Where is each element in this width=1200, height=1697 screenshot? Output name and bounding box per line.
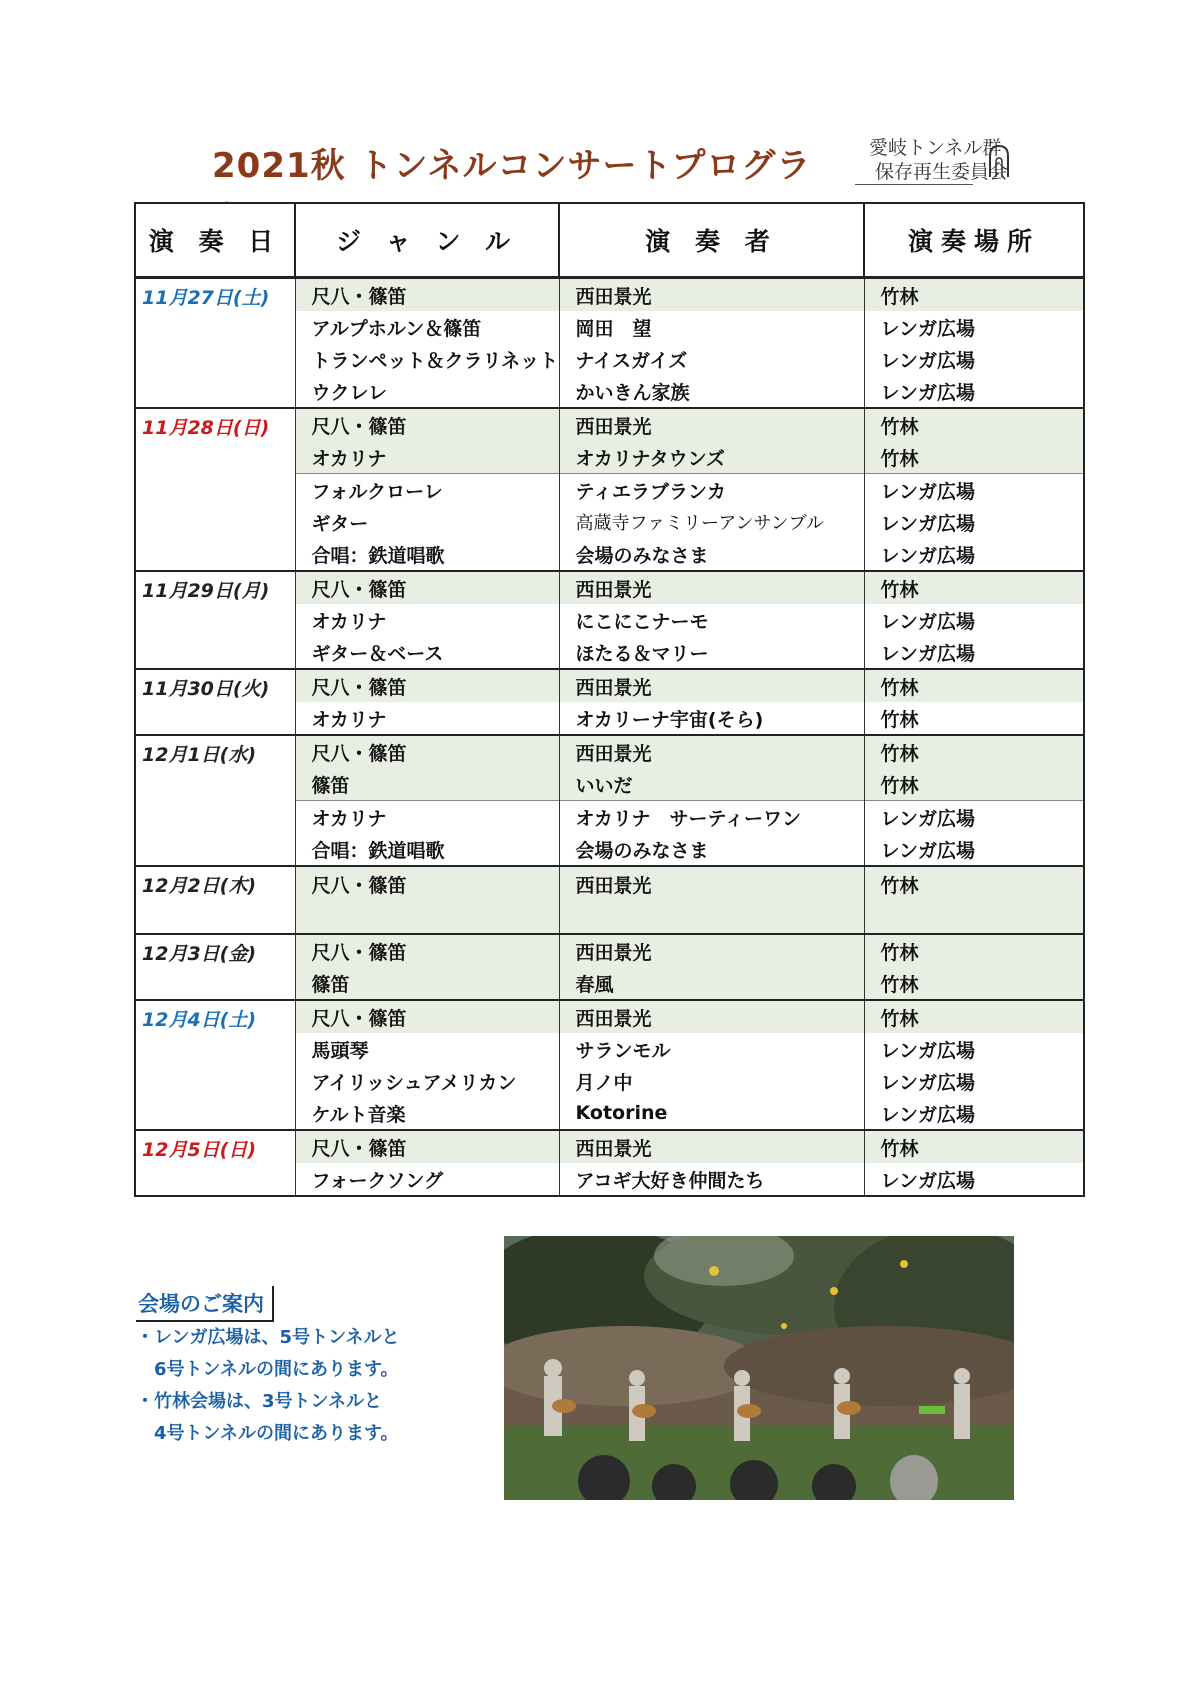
genre-cell: オカリナ bbox=[295, 801, 559, 834]
table-row bbox=[135, 866, 1084, 934]
genre-cell: 尺八・篠笛 bbox=[295, 866, 559, 934]
performance-date: 11月28日(日) bbox=[135, 408, 295, 571]
table-row bbox=[135, 735, 1084, 768]
performer-cell: 会場のみなさま bbox=[559, 538, 864, 571]
table-row bbox=[135, 408, 1084, 441]
organization-logo bbox=[855, 136, 1015, 188]
genre-cell: 尺八・篠笛 bbox=[295, 669, 559, 702]
performer-cell: 西田景光 bbox=[559, 735, 864, 768]
performer-cell: オカリーナ宇宙(そら) bbox=[559, 702, 864, 735]
venue-cell: レンガ広場 bbox=[864, 801, 1084, 834]
venue-cell: 竹林 bbox=[864, 768, 1084, 801]
performer-cell: アコギ大好き仲間たち bbox=[559, 1163, 864, 1196]
table-row bbox=[135, 669, 1084, 702]
performance-date: 12月1日(水) bbox=[135, 735, 295, 866]
venue-cell: レンガ広場 bbox=[864, 375, 1084, 408]
performer-cell: いいだ bbox=[559, 768, 864, 801]
venue-cell: 竹林 bbox=[864, 702, 1084, 735]
genre-cell: 尺八・篠笛 bbox=[295, 571, 559, 604]
page-title: 2021秋 トンネルコンサートプログラ bbox=[212, 146, 812, 186]
performer-cell: 西田景光 bbox=[559, 408, 864, 441]
venue-cell: 竹林 bbox=[864, 278, 1084, 312]
genre-cell: 篠笛 bbox=[295, 768, 559, 801]
performer-cell: 高蔵寺ファミリーアンサンブル bbox=[559, 506, 864, 538]
venue-cell: レンガ広場 bbox=[864, 343, 1084, 375]
venue-guide-line: ・レンガ広場は、5号トンネルと bbox=[136, 1327, 400, 1348]
venue-cell: 竹林 bbox=[864, 1000, 1084, 1033]
header-performer: 演 奏 者 bbox=[559, 203, 864, 278]
performer-cell: サランモル bbox=[559, 1033, 864, 1065]
performer-cell: 西田景光 bbox=[559, 866, 864, 934]
venue-guide-line: 6号トンネルの間にあります。 bbox=[154, 1359, 399, 1380]
venue-cell: 竹林 bbox=[864, 669, 1084, 702]
genre-cell: ギター＆ベース bbox=[295, 636, 559, 669]
venue-guide-line: ・竹林会場は、3号トンネルと bbox=[136, 1391, 382, 1412]
table-row bbox=[135, 934, 1084, 967]
table-row bbox=[135, 1000, 1084, 1033]
logo-line-2: 保存再生委員会 bbox=[875, 161, 1009, 183]
performer-cell: オカリナタウンズ bbox=[559, 441, 864, 474]
performer-cell: 岡田 望 bbox=[559, 311, 864, 343]
venue-cell: レンガ広場 bbox=[864, 1065, 1084, 1097]
table-header-row bbox=[135, 203, 1084, 278]
genre-cell: 尺八・篠笛 bbox=[295, 408, 559, 441]
venue-cell: 竹林 bbox=[864, 735, 1084, 768]
table-row bbox=[135, 278, 1084, 312]
table-row bbox=[135, 1130, 1084, 1163]
performer-cell: 月ノ中 bbox=[559, 1065, 864, 1097]
performance-date: 11月30日(火) bbox=[135, 669, 295, 735]
genre-cell: 尺八・篠笛 bbox=[295, 1000, 559, 1033]
performer-cell: 西田景光 bbox=[559, 278, 864, 312]
venue-cell: レンガ広場 bbox=[864, 311, 1084, 343]
venue-cell: レンガ広場 bbox=[864, 1033, 1084, 1065]
performer-cell: オカリナ サーティーワン bbox=[559, 801, 864, 834]
concert-photo bbox=[504, 1236, 1014, 1500]
performer-cell: かいきん家族 bbox=[559, 375, 864, 408]
genre-cell: ギター bbox=[295, 506, 559, 538]
venue-cell: レンガ広場 bbox=[864, 506, 1084, 538]
venue-cell: レンガ広場 bbox=[864, 833, 1084, 866]
genre-cell: オカリナ bbox=[295, 604, 559, 636]
venue-cell: 竹林 bbox=[864, 967, 1084, 1000]
venue-cell: 竹林 bbox=[864, 408, 1084, 441]
venue-cell: 竹林 bbox=[864, 866, 1084, 934]
performer-cell: 西田景光 bbox=[559, 571, 864, 604]
performance-date: 11月27日(土) bbox=[135, 278, 295, 409]
genre-cell: 合唱：鉄道唱歌 bbox=[295, 833, 559, 866]
table-row bbox=[135, 571, 1084, 604]
logo-line-1: 愛岐トンネル群 bbox=[869, 137, 1002, 159]
genre-cell: ウクレレ bbox=[295, 375, 559, 408]
venue-cell: レンガ広場 bbox=[864, 474, 1084, 507]
performance-date: 12月2日(木) bbox=[135, 866, 295, 934]
venue-cell: レンガ広場 bbox=[864, 1163, 1084, 1196]
genre-cell: 合唱：鉄道唱歌 bbox=[295, 538, 559, 571]
performer-cell: 西田景光 bbox=[559, 1130, 864, 1163]
header-genre: ジ ャ ン ル bbox=[295, 203, 559, 278]
genre-cell: オカリナ bbox=[295, 702, 559, 735]
tunnel-arch-icon bbox=[988, 144, 1010, 178]
performance-date: 12月5日(日) bbox=[135, 1130, 295, 1196]
venue-cell: レンガ広場 bbox=[864, 538, 1084, 571]
venue-cell: 竹林 bbox=[864, 934, 1084, 967]
performer-cell: ティエラブランカ bbox=[559, 474, 864, 507]
genre-cell: ケルト音楽 bbox=[295, 1097, 559, 1130]
genre-cell: 馬頭琴 bbox=[295, 1033, 559, 1065]
genre-cell: 篠笛 bbox=[295, 967, 559, 1000]
venue-cell: 竹林 bbox=[864, 441, 1084, 474]
genre-cell: 尺八・篠笛 bbox=[295, 1130, 559, 1163]
genre-cell: トランペット＆クラリネット bbox=[295, 343, 559, 375]
performer-cell: 西田景光 bbox=[559, 934, 864, 967]
venue-cell: レンガ広場 bbox=[864, 636, 1084, 669]
venue-cell: 竹林 bbox=[864, 571, 1084, 604]
venue-cell: 竹林 bbox=[864, 1130, 1084, 1163]
venue-guide-line: 4号トンネルの間にあります。 bbox=[154, 1423, 399, 1444]
venue-cell: レンガ広場 bbox=[864, 1097, 1084, 1130]
performer-cell: Kotorine bbox=[559, 1097, 864, 1130]
performer-cell: 春風 bbox=[559, 967, 864, 1000]
performer-cell: ほたる＆マリー bbox=[559, 636, 864, 669]
venue-guide bbox=[136, 1286, 436, 1450]
genre-cell: アルプホルン＆篠笛 bbox=[295, 311, 559, 343]
performer-cell: 西田景光 bbox=[559, 1000, 864, 1033]
header-venue: 演奏場所 bbox=[864, 203, 1084, 278]
header-date: 演 奏 日 bbox=[135, 203, 295, 278]
performer-cell: 西田景光 bbox=[559, 669, 864, 702]
genre-cell: 尺八・篠笛 bbox=[295, 278, 559, 312]
concert-program-table bbox=[134, 202, 1085, 1197]
logo-underline bbox=[855, 184, 973, 185]
performer-cell: にこにこナーモ bbox=[559, 604, 864, 636]
genre-cell: 尺八・篠笛 bbox=[295, 735, 559, 768]
performer-cell: ナイスガイズ bbox=[559, 343, 864, 375]
venue-cell: レンガ広場 bbox=[864, 604, 1084, 636]
performance-date: 11月29日(月) bbox=[135, 571, 295, 669]
genre-cell: フォークソング bbox=[295, 1163, 559, 1196]
performance-date: 12月3日(金) bbox=[135, 934, 295, 1000]
genre-cell: フォルクローレ bbox=[295, 474, 559, 507]
performer-cell: 会場のみなさま bbox=[559, 833, 864, 866]
genre-cell: オカリナ bbox=[295, 441, 559, 474]
genre-cell: アイリッシュアメリカン bbox=[295, 1065, 559, 1097]
genre-cell: 尺八・篠笛 bbox=[295, 934, 559, 967]
performance-date: 12月4日(土) bbox=[135, 1000, 295, 1130]
venue-guide-heading: 会場のご案内 bbox=[136, 1286, 274, 1322]
